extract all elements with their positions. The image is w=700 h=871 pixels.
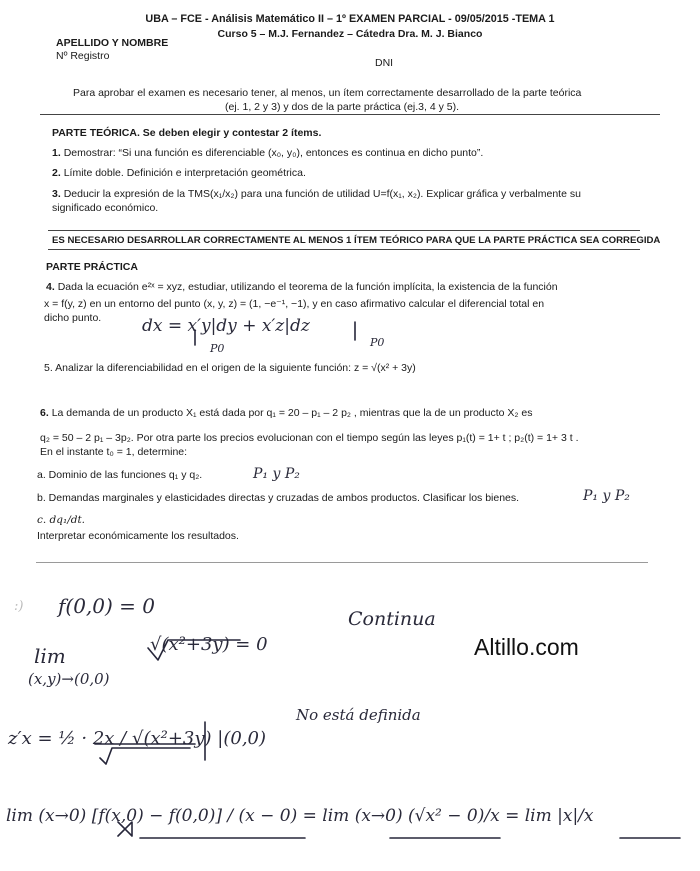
handwritten-continua: Continua bbox=[348, 608, 436, 630]
divider bbox=[48, 249, 640, 250]
q6-line-1: 6. La demanda de un producto X₁ está dada por q₁ = 20 – p₁ – 2 p₂ , mientras que la de un producto X₂ es bbox=[40, 407, 533, 419]
handwritten-lim-expr: √(x²+3y) = 0 bbox=[150, 634, 268, 655]
q6-interpret: Interpretar económicamente los resultados. bbox=[37, 530, 239, 542]
teorica-item-1: 1. Demostrar: “Si una función es diferenciable (x₀, y₀), entonces es continua en dicho punto”. bbox=[52, 147, 484, 159]
teorica-item-3-cont: significado económico. bbox=[52, 202, 159, 214]
intro-line-2: (ej. 1, 2 y 3) y dos de la parte práctica (ej.3, 4 y 5). bbox=[225, 101, 460, 113]
handwritten-note: P₁ y P₂ bbox=[253, 466, 300, 482]
q6-line-3: En el instante t₀ = 1, determine: bbox=[40, 446, 188, 458]
handwritten-lim-sub: (x,y)→(0,0) bbox=[28, 670, 110, 688]
teorica-title: PARTE TEÓRICA. Se deben elegir y contestar 2 ítems. bbox=[52, 127, 322, 139]
q4-line-3: dicho punto. bbox=[44, 312, 102, 324]
divider bbox=[36, 562, 648, 563]
faded-mark: :) bbox=[14, 599, 24, 614]
practica-title: PARTE PRÁCTICA bbox=[46, 261, 138, 273]
registro-label: Nº Registro bbox=[56, 50, 110, 62]
sqrt-stroke bbox=[100, 748, 190, 764]
teorica-item-2: 2. Límite doble. Definición e interpretación geométrica. bbox=[52, 167, 306, 179]
handwritten-dx: dx = x′y|dy + x′z|dz bbox=[142, 316, 310, 336]
notice: ES NECESARIO DESARROLLAR CORRECTAMENTE AL MENOS 1 ÍTEM TEÓRICO PARA QUE LA PARTE PRÁCTICA SEA CORREGIDA bbox=[52, 235, 661, 246]
q4-line-2: x = f(y, z) en un entorno del punto (x, y, z) = (1, −e⁻¹, −1), y en caso afirmativo calcular el diferencial total en bbox=[44, 298, 545, 310]
apellido-label: APELLIDO Y NOMBRE bbox=[56, 37, 169, 49]
handwritten-f00: f(0,0) = 0 bbox=[58, 594, 156, 618]
handwritten-no-definida: No está definida bbox=[296, 706, 421, 724]
divider bbox=[40, 114, 660, 115]
handwritten-note: P₁ y P₂ bbox=[583, 488, 630, 504]
q6-line-2: q₂ = 50 – 2 p₁ – 3p₂. Por otra parte los precios evolucionan con el tiempo según las leyes p₁(t) = 1+ t ; p₂(t) = 1+ 3 t . bbox=[40, 432, 579, 444]
q5-line: 5. Analizar la diferenciabilidad en el origen de la siguiente función: z = √(x² + 3y) bbox=[44, 362, 416, 374]
q4-line-1: 4. Dada la ecuación e²ˣ = xyz, estudiar, utilizando el teorema de la función implícita, la existencia de la función bbox=[46, 281, 558, 293]
handwritten-p0: P0 bbox=[370, 336, 385, 349]
handwritten-p0: P0 bbox=[210, 342, 225, 355]
exam-title: UBA – FCE - Análisis Matemático II – 1º EXAMEN PARCIAL - 09/05/2015 -TEMA 1 bbox=[145, 13, 555, 25]
handwritten-last-line: lim (x→0) [f(x,0) − f(0,0)] / (x − 0) = lim (x→0) (√x² − 0)/x = lim |x|/x bbox=[6, 806, 594, 826]
course-line: Curso 5 – M.J. Fernandez – Cátedra Dra. M. J. Bianco bbox=[217, 28, 483, 40]
q6-item-a: a. Dominio de las funciones q₁ y q₂. bbox=[37, 469, 203, 481]
q6-item-c: c. dq₁/dt. bbox=[37, 514, 86, 526]
handwritten-derivative: z′x = ½ · 2x / √(x²+3y) |(0,0) bbox=[8, 728, 267, 749]
q6-item-b: b. Demandas marginales y elasticidades directas y cruzadas de ambos productos. Clasificar los bienes. bbox=[37, 492, 520, 504]
divider bbox=[48, 230, 640, 231]
watermark: Altillo.com bbox=[474, 634, 579, 660]
dni-label: DNI bbox=[375, 57, 394, 69]
intro-line-1: Para aprobar el examen es necesario tener, al menos, un ítem correctamente desarrollado de la parte teórica bbox=[73, 87, 582, 99]
handwritten-lim: lim bbox=[34, 644, 66, 668]
teorica-item-3: 3. Deducir la expresión de la TMS(x₁/x₂) para una función de utilidad U=f(x₁, x₂). Explicar gráfica y verbalmente su bbox=[52, 188, 581, 200]
